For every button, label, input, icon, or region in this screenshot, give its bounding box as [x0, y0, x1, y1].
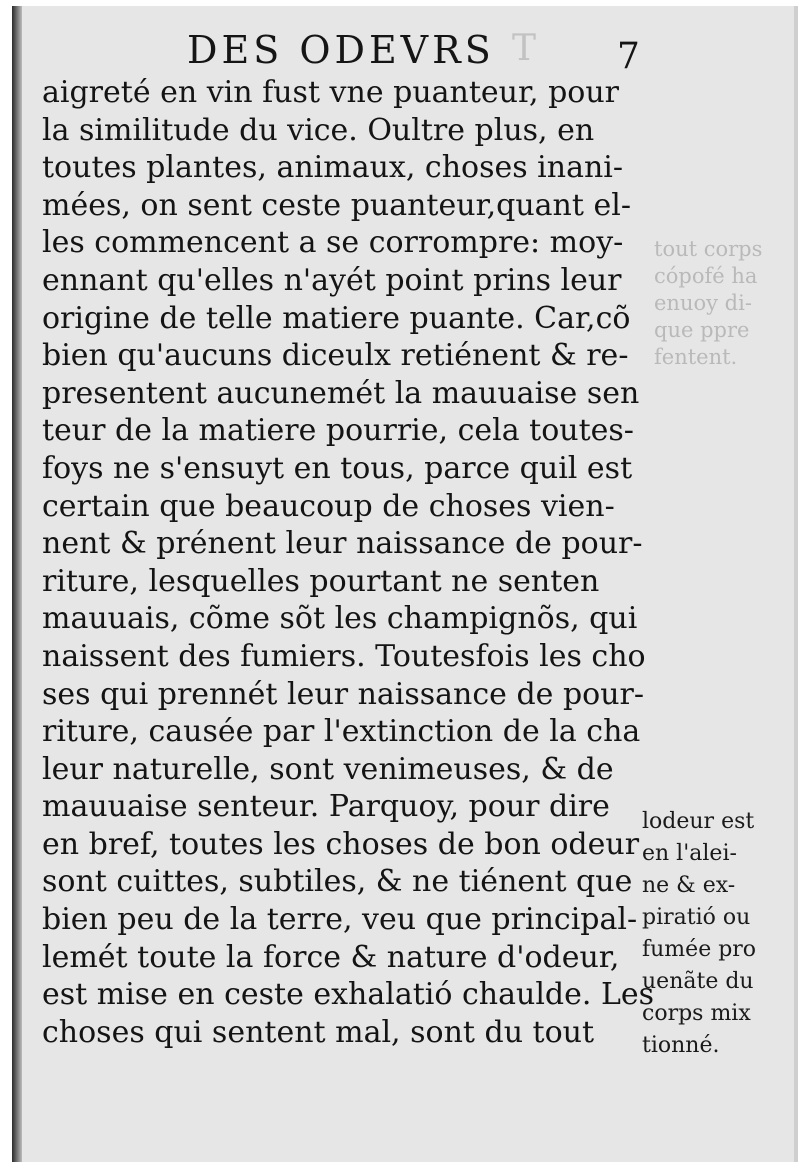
- text-line: mauuais, cõme sõt les champignõs, qui: [42, 601, 638, 637]
- text-line: en bref, toutes les choses de bon odeur: [42, 826, 640, 862]
- text-line: leur naturelle, sont venimeuses, & de: [42, 751, 614, 787]
- text-line: toutes plantes, animaux, choses inani-: [42, 150, 624, 186]
- text-line: aigreté en vin fust vne puanteur, pour: [42, 75, 620, 110]
- body-text: [42, 74, 654, 1051]
- text-line: les commencent a se corrompre: moy-: [42, 225, 624, 261]
- text-line: origine de telle matiere puante. Car,cõ: [42, 300, 631, 336]
- text-line: bien qu'aucuns diceulx retiénent & re-: [42, 338, 629, 374]
- show-through-head: T: [512, 28, 541, 69]
- page-number: 7: [617, 36, 640, 77]
- text-line: presentent aucunemét la mauuaise sen: [42, 375, 640, 411]
- text-line: nent & prénent leur naissance de pour-: [42, 526, 643, 562]
- margin-note-line: corps mix: [642, 1001, 751, 1026]
- show-through-text: tout corps cópofé ha enuoy di- que ppre fentent.: [654, 237, 763, 369]
- text-line: la similitude du vice. Oultre plus, en: [42, 112, 595, 148]
- text-line: est mise en ceste exhalatió chaulde. Les: [42, 977, 654, 1013]
- margin-note-line: tionné.: [642, 1033, 720, 1058]
- margin-note-line: en l'alei-: [642, 841, 737, 866]
- margin-note-line: ne & ex-: [642, 873, 736, 898]
- text-line: sont cuittes, subtiles, & ne tiénent que: [42, 864, 633, 900]
- text-line: ses qui prennét leur naissance de pour-: [42, 676, 645, 712]
- margin-note-line: uenãte du: [642, 969, 754, 994]
- margin-note-line: piratió ou: [642, 905, 751, 930]
- margin-note: [642, 806, 787, 1062]
- text-line: riture, causée par l'extinction de la cha: [42, 714, 641, 750]
- text-line: foys ne s'ensuyt en tous, parce quil est: [42, 450, 633, 486]
- text-line: naissent des fumiers. Toutesfois les cho: [42, 638, 646, 674]
- margin-note-line: fumée pro: [642, 937, 757, 962]
- text-line: ennant qu'elles n'ayét point prins leur: [42, 262, 622, 298]
- page-gutter-shadow: [12, 6, 22, 1162]
- text-line: choses qui sentent mal, sont du tout: [42, 1014, 595, 1050]
- text-line: lemét toute la force & nature d'odeur,: [42, 939, 620, 975]
- text-line: certain que beaucoup de choses vien-: [42, 488, 615, 524]
- margin-note-line: lodeur est: [642, 809, 755, 834]
- text-line: bien peu de la terre, veu que principal-: [42, 902, 638, 938]
- book-page: [12, 6, 798, 1162]
- running-head: DES ODEVRS: [187, 28, 495, 72]
- text-line: teur de la matiere pourrie, cela toutes-: [42, 413, 634, 449]
- text-line: mauuaise senteur. Parquoy, pour dire: [42, 789, 610, 825]
- text-line: mées, on sent ceste puanteur,quant el-: [42, 187, 631, 223]
- text-line: riture, lesquelles pourtant ne senten: [42, 563, 600, 599]
